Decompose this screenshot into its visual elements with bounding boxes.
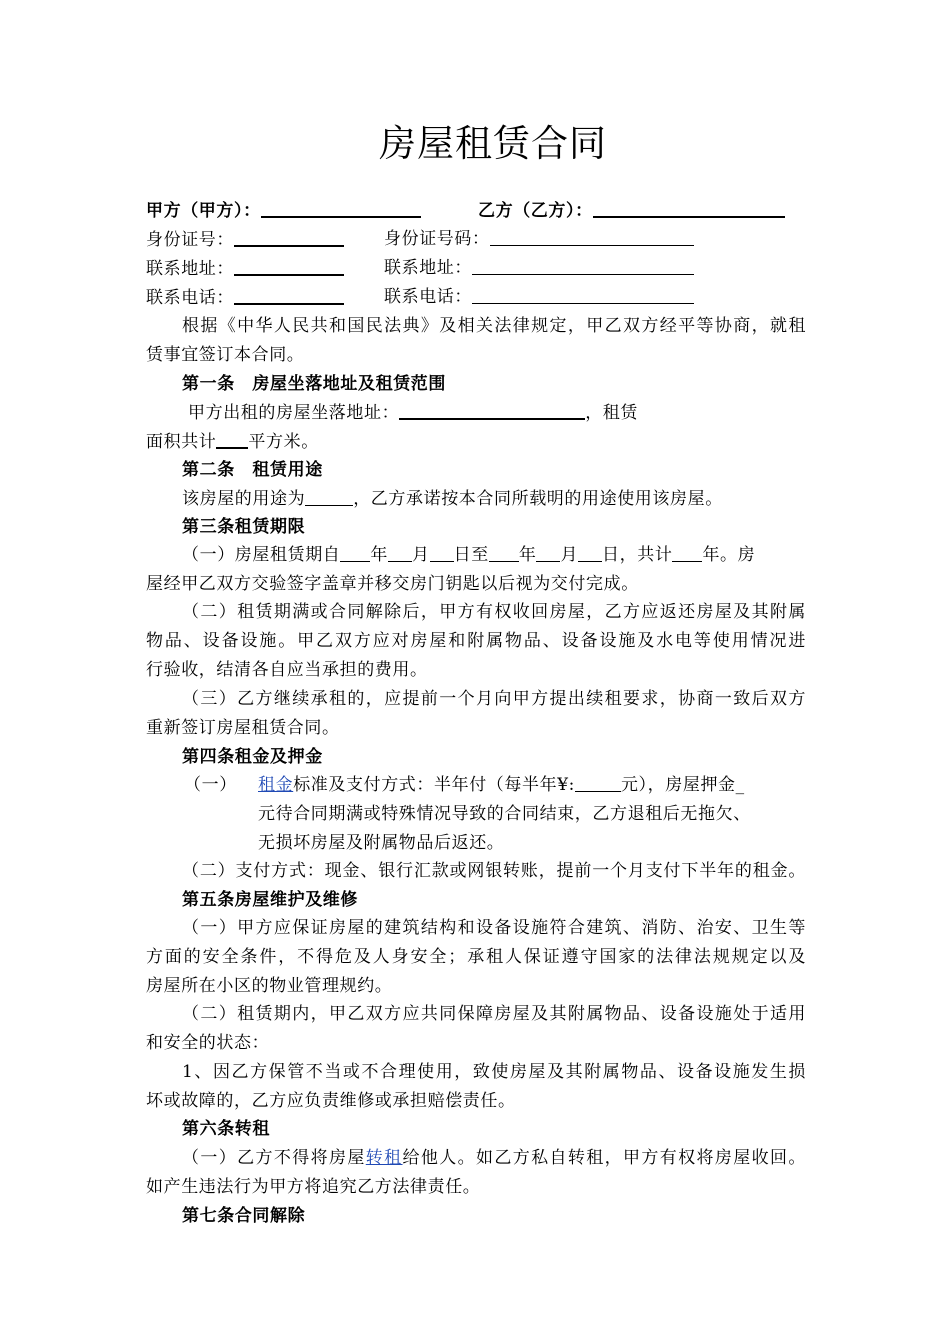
party-a-address-blank[interactable] <box>234 254 344 276</box>
party-b-address-row <box>384 254 694 282</box>
party-a-phone-blank[interactable] <box>234 283 344 305</box>
start-month-blank[interactable] <box>388 541 412 562</box>
party-a-blank[interactable] <box>261 196 421 218</box>
article-5-p1-line-3: 房屋所在小区的物业管理规约。 <box>146 976 393 996</box>
article-3-p2-line-1: （二）租赁期满或合同解除后，甲方有权收回房屋，乙方应返还房屋及其附属 <box>182 602 806 622</box>
day-to-label: 日至 <box>453 545 489 565</box>
article-5-p2-line-1: （二）租赁期内，甲乙双方应共同保障房屋及其附属物品、设备设施处于适用 <box>182 1004 806 1024</box>
address-blank[interactable] <box>399 398 585 420</box>
rent-amount-blank[interactable] <box>575 771 621 792</box>
sublet-prefix: （一）乙方不得将房屋 <box>182 1148 366 1168</box>
article-1-line-2 <box>146 427 319 456</box>
article-2-heading: 第二条 租赁用途 <box>182 460 323 480</box>
article-5-p1-line-2: 方面的安全条件，不得危及人身安全；承租人保证遵守国家的法律法规规定以及 <box>146 947 806 967</box>
year-label: 年 <box>370 545 389 565</box>
party-b-label: 乙方（乙方）： <box>478 201 593 221</box>
sublet-link[interactable]: 转租 <box>365 1148 403 1168</box>
intro-line-2: 赁事宜签订本合同。 <box>146 345 305 365</box>
intro-line-1: 根据《中华人民共和国民法典》及相关法律规定，甲乙双方经平等协商，就租 <box>182 316 806 336</box>
article-4-p2-line-1: （二）支付方式：现金、银行汇款或网银转账，提前一个月支付下半年的租金。 <box>182 861 806 881</box>
article-5-p2-line-2: 和安全的状态： <box>146 1033 270 1053</box>
party-b-row <box>478 196 785 225</box>
article-3-p2-line-2: 物品、设备设施。甲乙双方应对房屋和附属物品、设备设施及水电等使用情况进 <box>146 631 806 651</box>
article-3-p3-line-2: 重新签订房屋租赁合同。 <box>146 718 340 738</box>
article-5-p1-line-1: （一）甲方应保证房屋的建筑结构和设备设施符合建筑、消防、治安、卫生等 <box>182 918 806 938</box>
usage-blank[interactable] <box>305 485 353 506</box>
article-6-heading: 第六条转租 <box>182 1119 270 1139</box>
article-6-p1-line-1 <box>182 1144 806 1172</box>
article-3-p2-line-3: 行验收，结清各自应当承担的费用。 <box>146 660 428 680</box>
party-b-phone-row <box>384 283 694 311</box>
article-5-p3-line-2: 坏或故障的，乙方应负责维修或承担赔偿责任。 <box>146 1091 516 1111</box>
party-b-blank[interactable] <box>593 196 785 218</box>
address-label: 甲方出租的房屋坐落地址： <box>188 403 400 423</box>
article-7-heading: 第七条合同解除 <box>182 1206 306 1226</box>
article-3-p3-line-1: （三）乙方继续承租的，应提前一个月向甲方提出续租要求，协商一致后双方 <box>182 689 806 709</box>
end-month-blank[interactable] <box>536 541 560 562</box>
term-end-label: 年。房 <box>702 545 756 565</box>
article-5-p3-line-1: 1、因乙方保管不当或不合理使用，致使房屋及其附属物品、设备设施发生损 <box>182 1062 806 1082</box>
party-a-address-label: 联系地址： <box>146 259 234 279</box>
area-unit: 平方米。 <box>248 432 319 452</box>
party-a-id-blank[interactable] <box>234 225 344 247</box>
term-start-label: （一）房屋租赁期自 <box>182 545 341 565</box>
month-label: 月 <box>412 545 430 565</box>
start-day-blank[interactable] <box>430 541 454 562</box>
party-a-address-row <box>146 254 344 283</box>
article-4-p1-number: （一） <box>184 775 237 795</box>
article-2-line-1 <box>182 485 723 513</box>
article-3-p1-line-1 <box>182 541 755 569</box>
article-4-heading: 第四条租金及押金 <box>182 747 323 767</box>
page-title: 房屋租赁合同 <box>379 122 607 165</box>
end-day-blank[interactable] <box>578 541 602 562</box>
total-years-blank[interactable] <box>672 541 702 562</box>
party-b-id-label: 身份证号码： <box>384 229 490 249</box>
party-a-id-label: 身份证号： <box>146 230 234 250</box>
month-label: 月 <box>560 545 579 565</box>
usage-text: ，乙方承诺按本合同所载明的用途使用该房屋。 <box>353 489 723 509</box>
year-label: 年 <box>518 545 537 565</box>
article-1-heading: 第一条 房屋坐落地址及租赁范围 <box>182 374 446 394</box>
rent-link[interactable]: 租金 <box>258 775 294 795</box>
deposit-label: 元），房屋押金_ <box>620 775 745 795</box>
lease-label: ，租赁 <box>585 403 639 423</box>
usage-label: 该房屋的用途为 <box>182 489 306 509</box>
party-b-phone-blank[interactable] <box>472 283 694 304</box>
start-year-blank[interactable] <box>340 541 370 562</box>
rent-standard-label: 标准及支付方式：半年付（每半年¥: <box>293 775 575 795</box>
party-b-phone-label: 联系电话： <box>384 287 472 307</box>
party-b-id-row <box>384 225 694 253</box>
party-a-phone-label: 联系电话： <box>146 288 234 308</box>
party-a-phone-row <box>146 283 344 312</box>
party-b-id-blank[interactable] <box>490 225 694 246</box>
party-a-row <box>146 196 421 225</box>
party-b-address-blank[interactable] <box>472 254 694 275</box>
party-a-label: 甲方（甲方）： <box>146 201 261 221</box>
article-5-heading: 第五条房屋维护及维修 <box>182 890 358 910</box>
area-label: 面积共计 <box>146 432 217 452</box>
article-4-p1-line-3: 无损坏房屋及附属物品后返还。 <box>258 833 505 853</box>
article-3-p1-line-2: 屋经甲乙双方交验签字盖章并移交房门钥匙以后视为交付完成。 <box>146 574 639 594</box>
day-total-label: 日，共计 <box>602 545 673 565</box>
article-4-p1-line-1 <box>258 771 745 799</box>
party-b-address-label: 联系地址： <box>384 258 472 278</box>
area-blank[interactable] <box>216 427 248 449</box>
end-year-blank[interactable] <box>489 541 519 562</box>
article-6-p1-line-2: 如产生违法行为甲方将追究乙方法律责任。 <box>146 1177 481 1197</box>
article-4-p1-line-2: 元待合同期满或特殊情况导致的合同结束，乙方退租后无拖欠、 <box>258 804 751 824</box>
article-3-heading: 第三条租赁期限 <box>182 517 306 537</box>
sublet-suffix: 给他人。如乙方私自转租，甲方有权将房屋收回。 <box>402 1148 807 1168</box>
party-a-id-row <box>146 225 344 254</box>
article-1-line-1 <box>188 398 638 427</box>
